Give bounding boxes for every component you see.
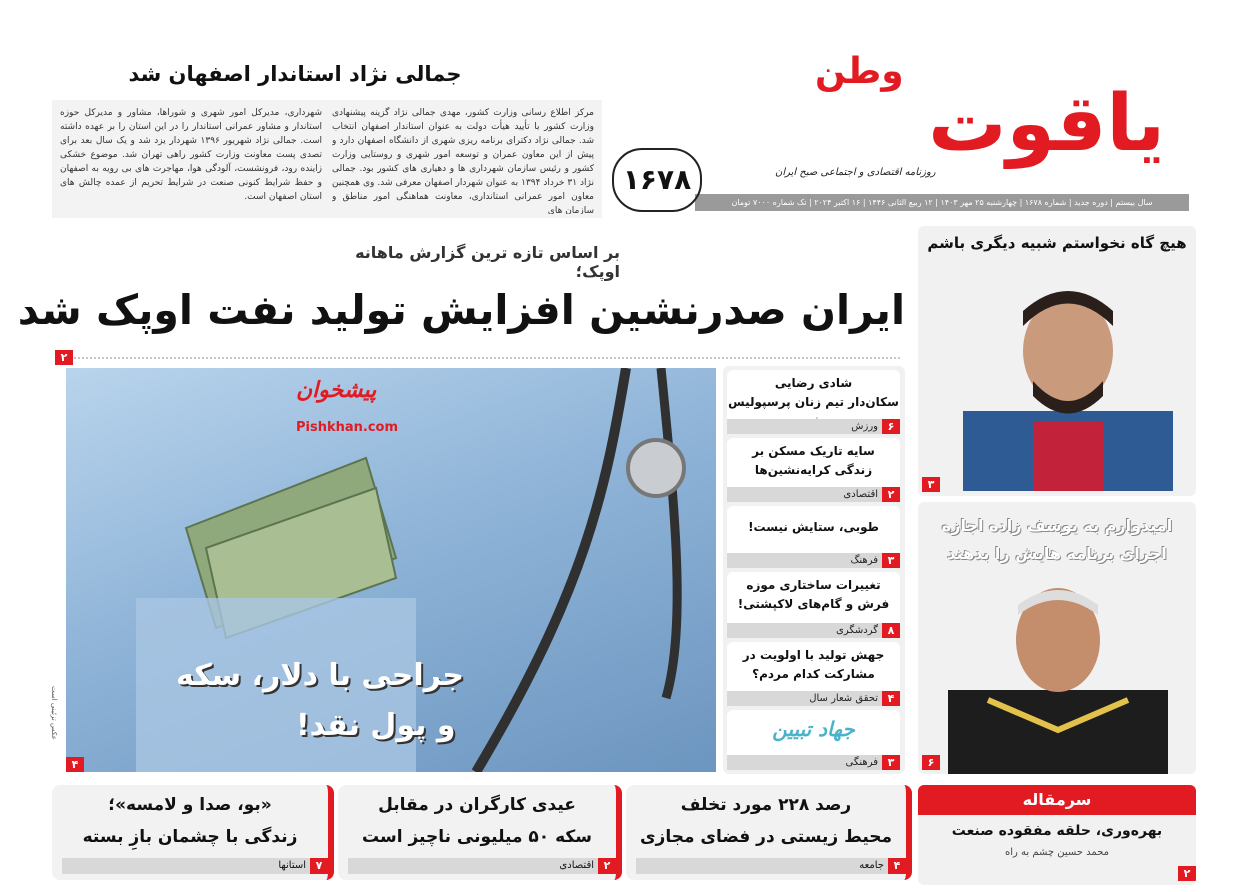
masthead-logo: [735, 52, 1175, 192]
photo-credit: عکس تزئینی است: [50, 686, 58, 740]
right-story-2[interactable]: [918, 502, 1196, 774]
issue-bar: سال بیستم | دوره جدید | شماره ۱۶۷۸ | چهارشنبه ۲۵ مهر ۱۴۰۳ | ۱۲ ربیع الثانی ۱۴۴۶ | ۱۶ اکتبر ۲۰۲۴ | تک شماره ۷۰۰۰ تومان: [695, 194, 1189, 211]
right-story-2-title: امیدوارم به یوسف زاده اجازه اجرای برنامه هایش را بدهند: [941, 516, 1173, 563]
sidebar-item-section: ۶ ورزش: [727, 419, 900, 434]
right-story-1-title: هیچ گاه نخواستم شبیه دیگری باشم: [927, 234, 1187, 252]
logo-tagline: روزنامه اقتصادی و اجتماعی صبح ایران: [775, 167, 936, 178]
logo-top-word: وطن: [815, 51, 904, 92]
bottom-story-title: «بو، صدا و لامسه»؛ زندگی با چشمان بازِ بسته: [82, 795, 298, 847]
issue-number-badge: ۱۶۷۸: [612, 148, 702, 212]
editorial-author: محمد حسین چشم به راه: [1004, 847, 1110, 858]
sidebar-item-section: ۴ تحقق شعار سال: [727, 691, 900, 706]
sidebar-item-title: جهاد تبیین: [772, 717, 855, 741]
editorial-page: ۲: [1178, 866, 1196, 881]
person-silhouette-icon: [963, 271, 1173, 491]
sidebar-item[interactable]: [727, 506, 900, 568]
headline-kicker: بر اساس تازه ترین گزارش ماهانه اوپک؛: [355, 243, 620, 281]
bottom-story-title: رصد ۲۲۸ مورد تخلف محیط زیستی در فضای مجازی: [639, 795, 893, 847]
sidebar-item-title: جهش تولید با اولویت در مشارکت کدام مردم؟: [742, 648, 885, 681]
sidebar-item-title: تغییرات ساختاری موزه فرش و گام‌های لاکپشتی!: [737, 578, 890, 611]
photo-watermark-fa: پیشخوان: [296, 378, 377, 403]
top-story-col-left: شهرداری، مدیرکل امور شهری و شوراها، مشاور و مدیرکل حوزه استاندار و مشاور عمرانی استاندار را در این استان را بر عهده داشته است. جمالی نژاد شهریور ۱۳۹۶ شهردار یزد شد و یک سال بعد برای تصدی پست معاونت وزارت کشور راهی تهران شد. موضوع خشکی زاینده رود، فرونشست، آلودگی هوا، مهاجرت های بی رویه به اصفهان و حفظ شرایط کنونی صنعت در شرایط تحریم از عمده چالش های استان اصفهان است.: [60, 108, 322, 202]
photo-page-number: ۴: [66, 757, 84, 772]
top-story-col-right: مرکز اطلاع رسانی وزارت کشور، مهدی جمالی نژاد گزینه پیشنهادی وزارت کشور با تأیید هیأت دولت به عنوان استاندار اصفهان انتخاب شد. جمالی نژاد دکترای برنامه ریزی شهری از دانشگاه اصفهان دارد و پیش از این معاون عمران و توسعه امور شهری و روستایی وزارت کشور و رئیس سازمان شهرداری ها و دهیاری های کشور بود. جمالی نژاد ۳۱ خرداد ۱۳۹۴ به عنوان شهردار اصفهان معرفی شد. وی همچنین معاون امور عمرانی استانداری، معاونت هماهنگی امور مناطق و سازمان های: [332, 108, 594, 214]
editorial-header: [918, 785, 1196, 815]
portrait-photo-2: [948, 580, 1168, 774]
editorial-title: بهره‌وری، حلقه مفقوده صنعت: [951, 823, 1163, 839]
headline-title: ایران صدرنشین افزایش تولید نفت اوپک شد: [17, 286, 905, 334]
sidebar-item[interactable]: [727, 642, 900, 706]
bottom-story[interactable]: [626, 785, 912, 880]
photo-watermark-en: Pishkhan.com: [296, 420, 399, 435]
top-story-title: جمالی نژاد استاندار اصفهان شد: [128, 62, 462, 86]
sidebar-item-section: ۳ فرهنگی: [727, 755, 900, 770]
headline-divider: [70, 357, 900, 359]
bottom-story-title: عیدی کارگران در مقابل سکه ۵۰ میلیونی ناچیز است: [361, 795, 593, 847]
bottom-story-section: ۷ استانها: [62, 858, 328, 874]
sidebar-item-section: ۸ گردشگری: [727, 623, 900, 638]
bottom-story-section: ۲ اقتصادی: [348, 858, 616, 874]
person-silhouette-icon: [948, 580, 1168, 774]
bottom-story[interactable]: [338, 785, 622, 880]
sidebar-item[interactable]: [727, 438, 900, 502]
sidebar-item[interactable]: [727, 572, 900, 638]
logo-main-word: یاقوت: [928, 79, 1165, 169]
editorial-box[interactable]: [918, 785, 1196, 885]
sidebar-item[interactable]: [727, 370, 900, 434]
sidebar-item-section: ۳ فرهنگ: [727, 553, 900, 568]
bottom-story-section: ۴ جامعه: [636, 858, 906, 874]
sidebar-item-title: شادی رضایی سکان‌دار تیم زنان پرسپولیس: [728, 376, 899, 409]
right-story-1-page: ۳: [922, 477, 940, 492]
photo-caption-line2: و پول نقد!: [296, 708, 456, 743]
main-photo: [66, 368, 716, 772]
headline-page-number: ۲: [55, 350, 73, 365]
sidebar-item-title: طوبی، ستایش نیست!: [748, 520, 879, 534]
bottom-story[interactable]: [52, 785, 334, 880]
sidebar-item-title: سایه تاریک مسکن بر زندگی کرایه‌نشین‌ها: [752, 444, 875, 477]
right-story-1[interactable]: [918, 226, 1196, 496]
sidebar-item-section: ۲ اقتصادی: [727, 487, 900, 502]
right-story-2-page: ۶: [922, 755, 940, 770]
portrait-photo-1: [963, 271, 1173, 491]
photo-caption-line1: جراحی با دلار، سکه: [176, 658, 464, 693]
editorial-label: سرمقاله: [1022, 790, 1092, 809]
sidebar-item[interactable]: [727, 710, 900, 770]
